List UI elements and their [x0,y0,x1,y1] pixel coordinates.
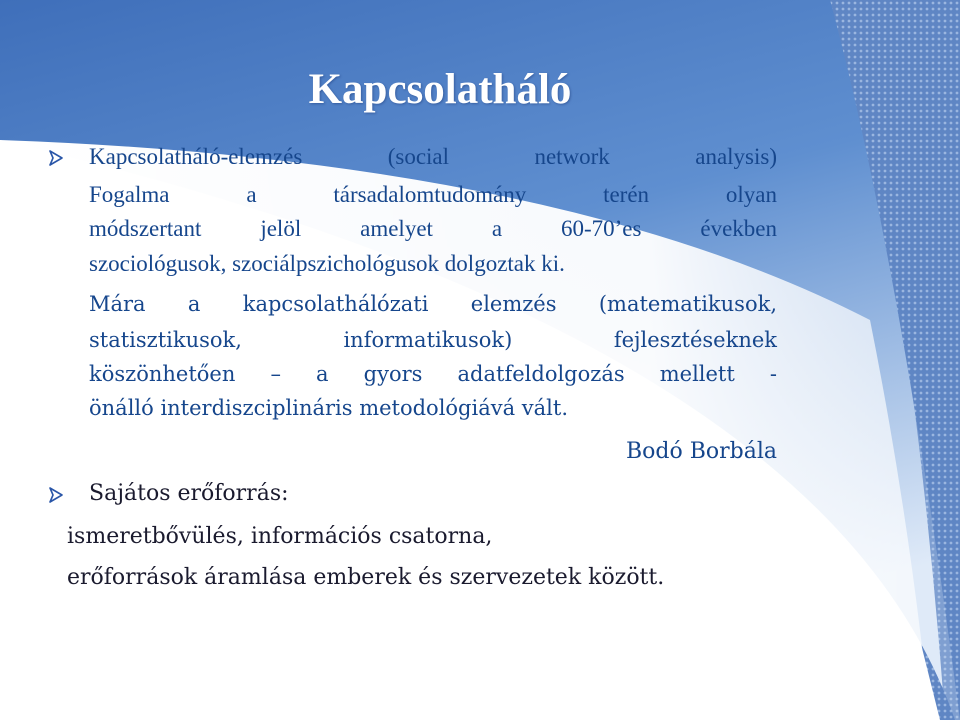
quote-line-2: statisztikusok, informatikusok) fejlesztéseknek [89,328,777,352]
arrow-bullet-icon [49,487,63,503]
bullet1-line-4: szociológusok, szociálpszichológusok dolgoztak ki. [89,251,565,276]
bullet1-line-2: Fogalma a társadalomtudomány terén olyan [89,182,777,207]
quote-author: Bodó Borbála [625,439,777,464]
bullet2-line-2: erőforrások áramlása emberek és szervezetek között. [67,565,665,590]
bullet1-line-1: Kapcsolatháló-elemzés (social network analysis) [89,144,777,169]
bullet1-line-3: módszertant jelöl amelyet a 60-70’es években [89,216,777,241]
slide-title: Kapcsolatháló [308,66,572,113]
quote-line-3: köszönhetően – a gyors adatfeldolgozás mellett - [89,362,777,386]
arrow-bullet-icon [49,150,63,166]
bullet2-line-1: ismeretbővülés, információs csatorna, [67,524,493,549]
quote-line-4: önálló interdiszciplináris metodológiává vált. [89,396,569,420]
quote-line-1: Mára a kapcsolathálózati elemzés (matematikusok, [89,292,777,316]
bullet2-heading: Sajátos erőforrás: [89,481,289,506]
